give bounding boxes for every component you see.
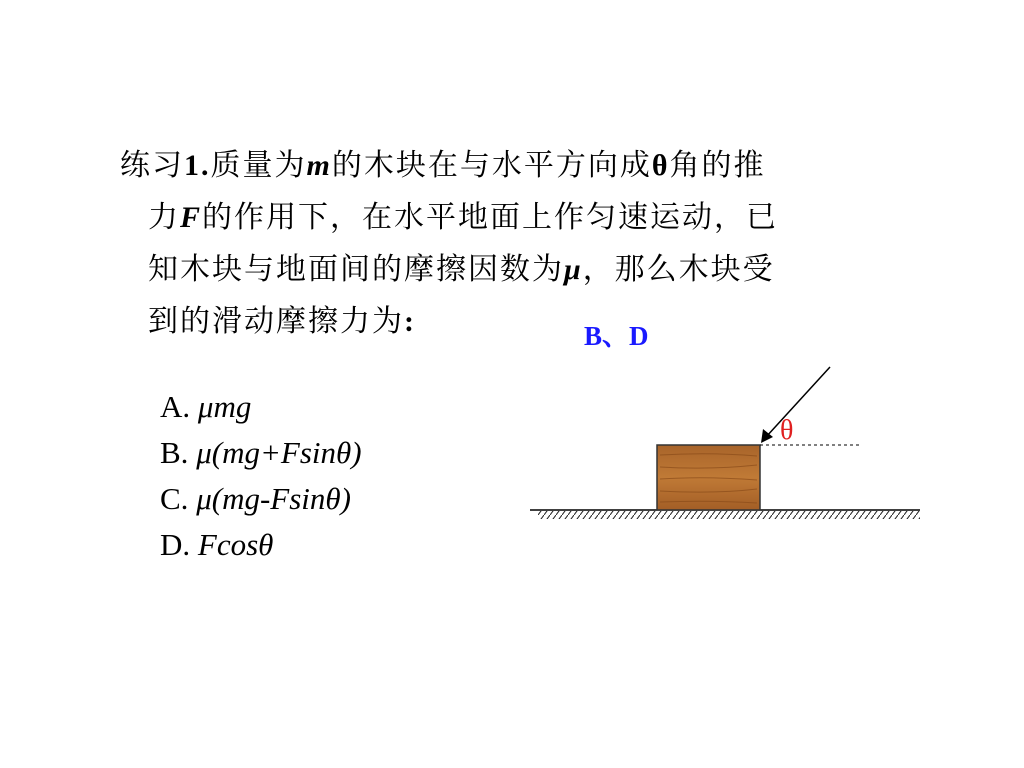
question-line-1 — [120, 140, 950, 192]
question-line-2 — [120, 192, 950, 244]
answer-label: B、D — [584, 321, 649, 351]
question-fragment: 到的滑动摩擦力为 — [148, 304, 404, 339]
question-colon: : — [404, 305, 416, 338]
option-d — [160, 522, 362, 568]
option-a — [160, 384, 362, 430]
wood-block — [657, 445, 760, 510]
question-line-4 — [120, 296, 950, 348]
mass-symbol: m — [306, 149, 332, 182]
physics-diagram — [520, 355, 930, 535]
option-formula: μmg — [197, 389, 252, 424]
question-line-3 — [120, 244, 950, 296]
exercise-number: 1. — [184, 149, 211, 182]
option-formula: μ(mg+Fsinθ) — [196, 435, 362, 470]
question-fragment: 的作用下，在水平地面上作匀速运动，已 — [202, 200, 779, 235]
question-text — [120, 140, 950, 348]
question-fragment: 角的推 — [669, 148, 766, 183]
ground — [530, 510, 920, 519]
option-c — [160, 476, 362, 522]
option-formula: Fcosθ — [197, 527, 274, 562]
angle-theta-label: θ — [780, 415, 794, 446]
option-letter: B. — [160, 435, 189, 470]
mu-symbol: μ — [564, 253, 583, 286]
exercise-label: 练习 — [120, 148, 184, 183]
question-fragment: ，那么木块受 — [582, 252, 775, 287]
question-fragment: 的木块在与水平方向成 — [331, 148, 652, 183]
theta-symbol: θ — [651, 149, 670, 182]
option-letter: D. — [160, 527, 191, 562]
option-letter: C. — [160, 481, 189, 516]
option-b — [160, 430, 362, 476]
force-symbol: F — [180, 201, 203, 234]
option-letter: A. — [160, 389, 191, 424]
question-fragment: 力 — [148, 200, 180, 235]
option-formula: μ(mg-Fsinθ) — [196, 481, 351, 516]
force-arrow — [761, 367, 830, 443]
question-fragment: 质量为 — [210, 148, 307, 183]
options-list — [160, 384, 362, 568]
question-fragment: 知木块与地面间的摩擦因数为 — [148, 252, 564, 287]
